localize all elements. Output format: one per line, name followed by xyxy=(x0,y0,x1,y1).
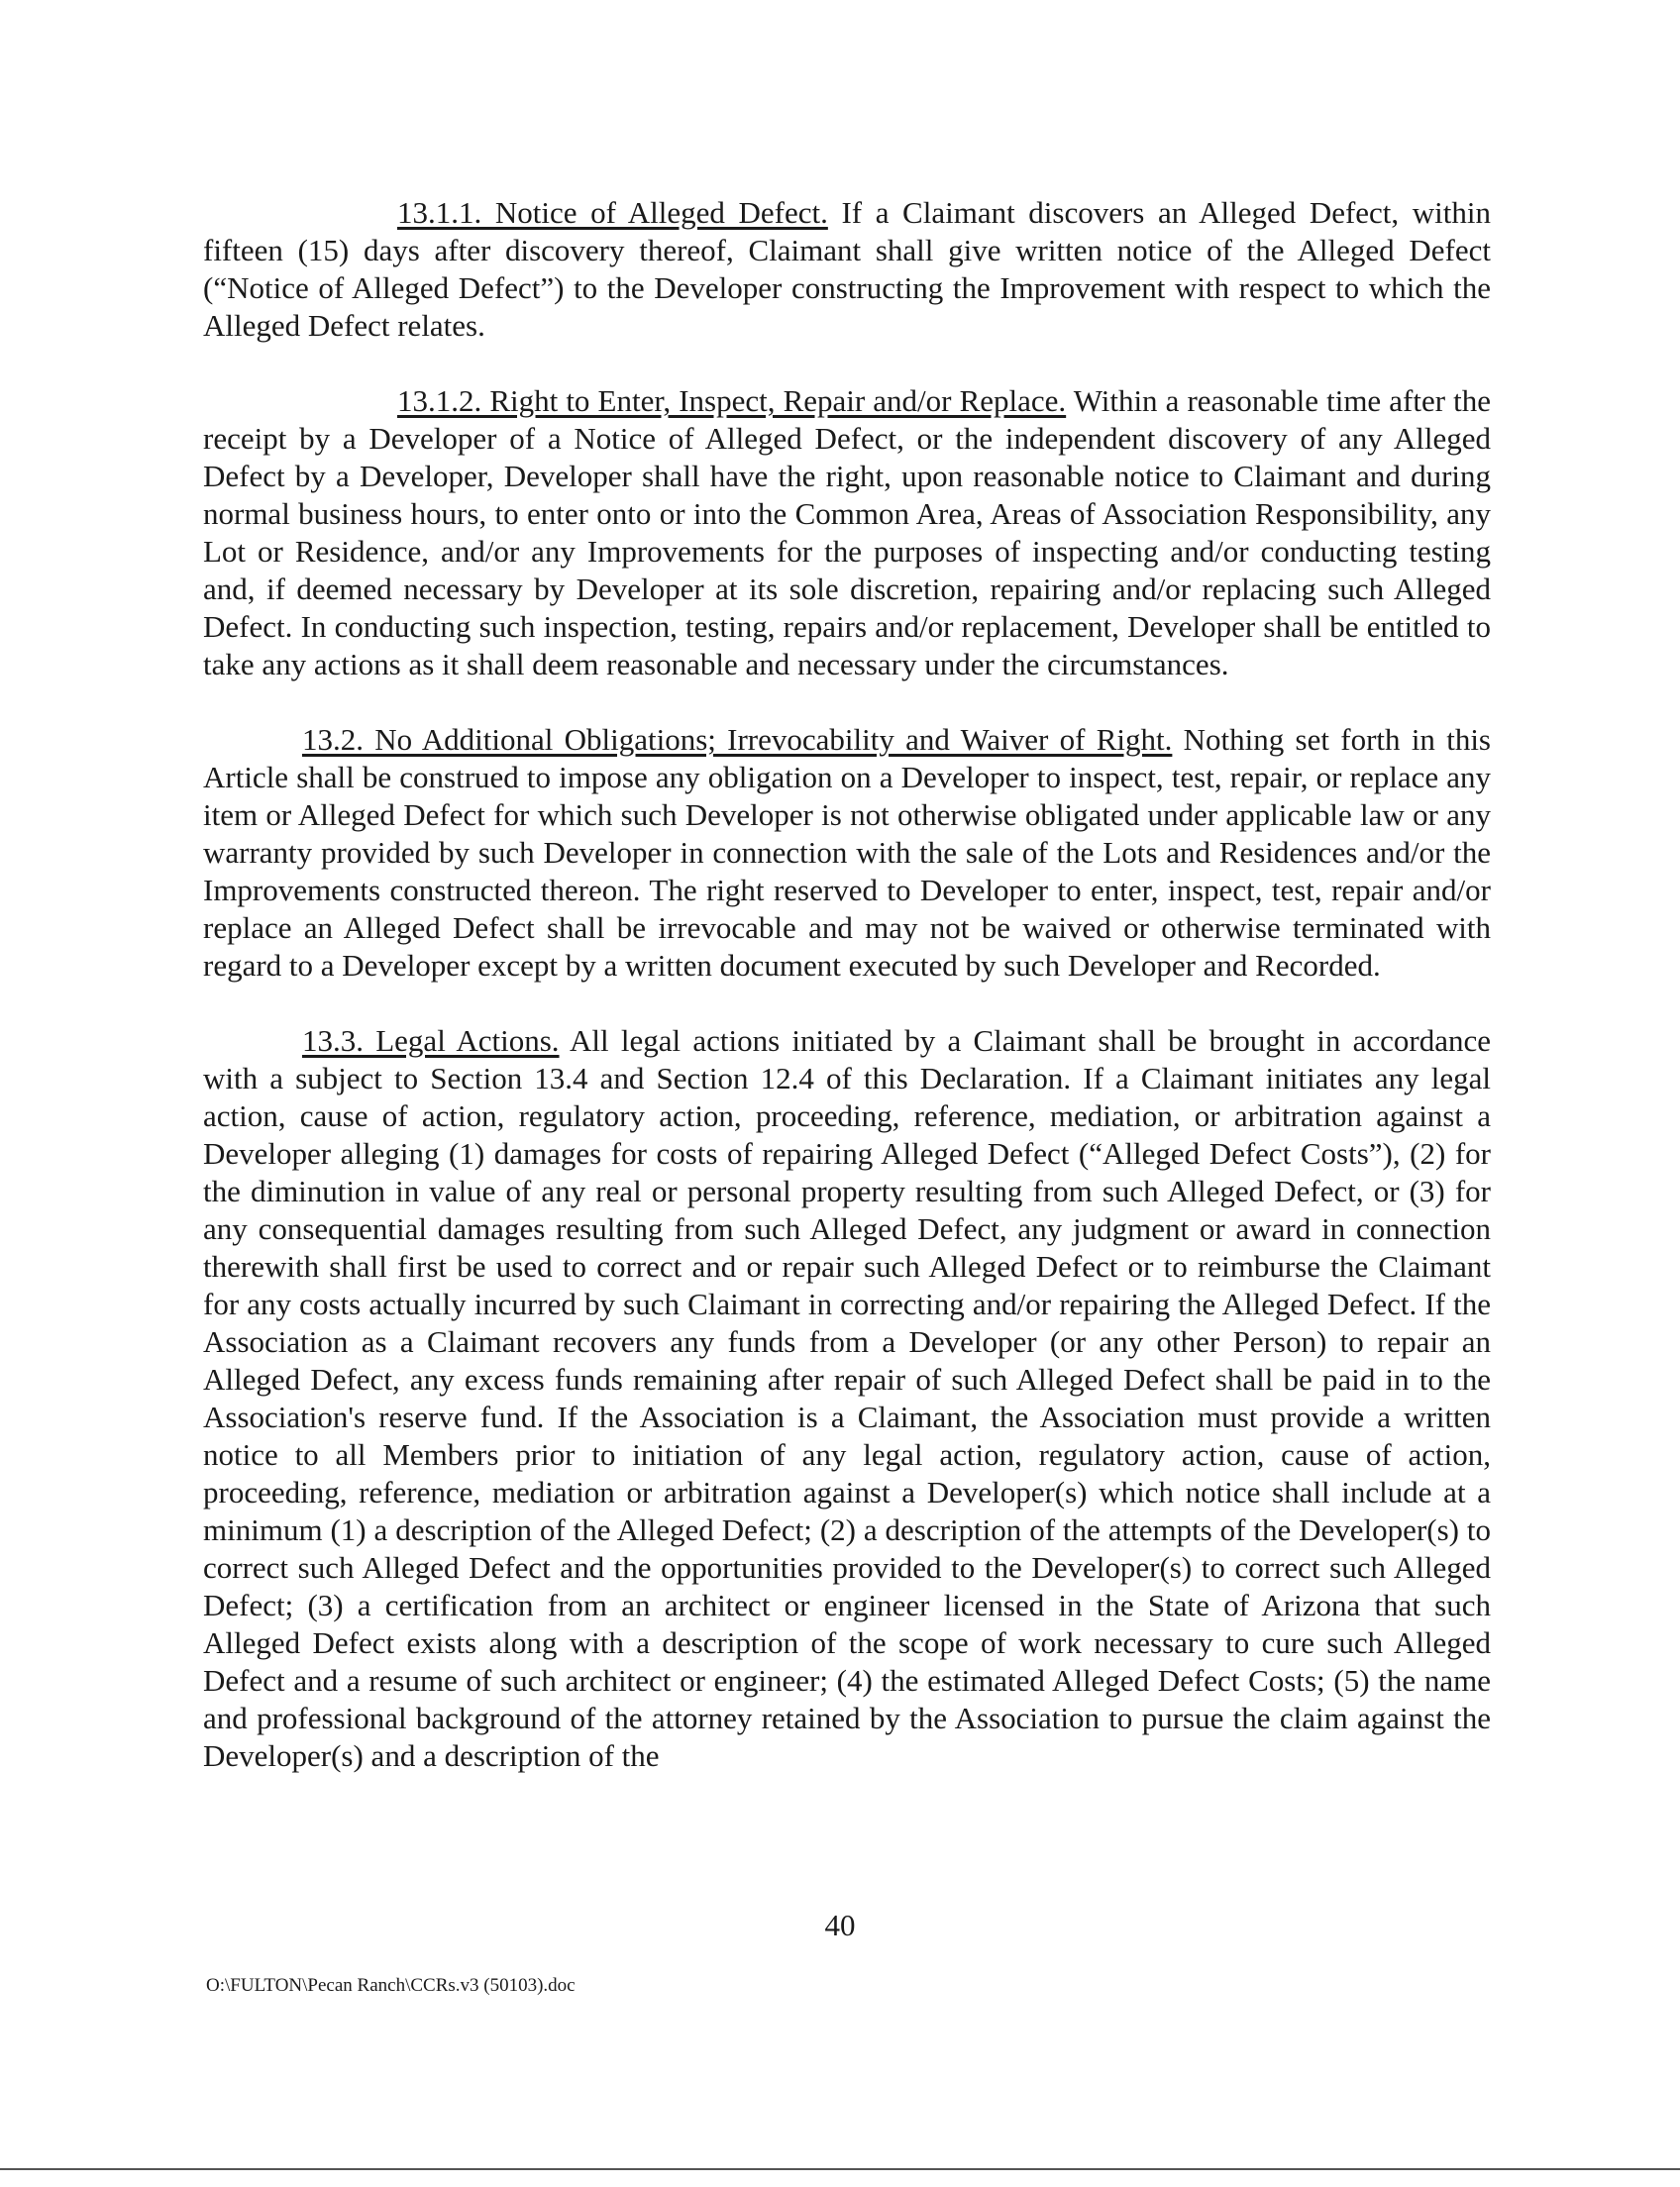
paragraph-13-2 xyxy=(203,721,1491,985)
section-heading-13-1-1: 13.1.1. Notice of Alleged Defect. xyxy=(397,195,828,230)
section-heading-13-1-2: 13.1.2. Right to Enter, Inspect, Repair and/or Replace. xyxy=(397,383,1067,418)
paragraph-text-13-3: All legal actions initiated by a Claimant shall be brought in accordance with a subject to Section 13.4 and Section 12.4 of this Declaration. If a Claimant initiates any legal action, cause of action, regulatory action, proceeding, reference, mediation, or arbitration against a Developer alleging (1) damages for costs of repairing Alleged Defect (“Alleged Defect Costs”), (2) for the diminution in value of any real or personal property resulting from such Alleged Defect, or (3) for any consequential damages resulting from such Alleged Defect, any judgment or award in connection therewith shall first be used to correct and or repair such Alleged Defect or to reimburse the Claimant for any costs actually incurred by such Claimant in correcting and/or repairing the Alleged Defect. If the Association as a Claimant recovers any funds from a Developer (or any other Person) to repair an Alleged Defect, any excess funds remaining after repair of such Alleged Defect shall be paid in to the Association's reserve fund. If the Association is a Claimant, the Association must provide a written notice to all Members prior to initiation of any legal action, regulatory action, cause of action, proceeding, reference, mediation or arbitration against a Developer(s) which notice shall include at a minimum (1) a description of the Alleged Defect; (2) a description of the attempts of the Developer(s) to correct such Alleged Defect and the opportunities provided to the Developer(s) to correct such Alleged Defect; (3) a certification from an architect or engineer licensed in the State of Arizona that such Alleged Defect exists along with a description of the scope of work necessary to cure such Alleged Defect and a resume of such architect or engineer; (4) the estimated Alleged Defect Costs; (5) the name and professional background of the attorney retained by the Association to pursue the claim against the Developer(s) and a description of the xyxy=(203,1023,1491,1773)
paragraph-13-1-2 xyxy=(203,382,1491,683)
document-body xyxy=(203,194,1491,1775)
section-heading-13-2: 13.2. No Additional Obligations; Irrevocability and Waiver of Right. xyxy=(302,722,1173,757)
paragraph-text-13-1-1: If a Claimant discovers an Alleged Defect, within fifteen (15) days after discovery thereof, Claimant shall give written notice of the Alleged Defect (“Notice of Alleged Defect”) to the Developer constructing the Improvement with respect to which the Alleged Defect relates. xyxy=(203,195,1491,343)
section-heading-13-3: 13.3. Legal Actions. xyxy=(302,1023,560,1058)
paragraph-text-13-2: Nothing set forth in this Article shall be construed to impose any obligation on a Developer to inspect, test, repair, or replace any item or Alleged Defect for which such Developer is not otherwise obligated under applicable law or any warranty provided by such Developer in connection with the sale of the Lots and Residences and/or the Improvements constructed thereon. The right reserved to Developer to enter, inspect, test, repair and/or replace an Alleged Defect shall be irrevocable and may not be waived or otherwise terminated with regard to a Developer except by a written document executed by such Developer and Recorded. xyxy=(203,722,1491,983)
bottom-divider xyxy=(0,2168,1680,2170)
paragraph-13-3 xyxy=(203,1022,1491,1775)
page-number: 40 xyxy=(824,1908,856,1942)
file-path-footer: O:\FULTON\Pecan Ranch\CCRs.v3 (50103).doc xyxy=(206,1975,576,1996)
paragraph-text-13-1-2: Within a reasonable time after the receipt by a Developer of a Notice of Alleged Defect, or the independent discovery of any Alleged Defect by a Developer, Developer shall have the right, upon reasonable notice to Claimant and during normal business hours, to enter onto or into the Common Area, Areas of Association Responsibility, any Lot or Residence, and/or any Improvements for the purposes of inspecting and/or conducting testing and, if deemed necessary by Developer at its sole discretion, repairing and/or replacing such Alleged Defect. In conducting such inspection, testing, repairs and/or replacement, Developer shall be entitled to take any actions as it shall deem reasonable and necessary under the circumstances. xyxy=(203,383,1492,681)
paragraph-13-1-1 xyxy=(203,194,1491,345)
